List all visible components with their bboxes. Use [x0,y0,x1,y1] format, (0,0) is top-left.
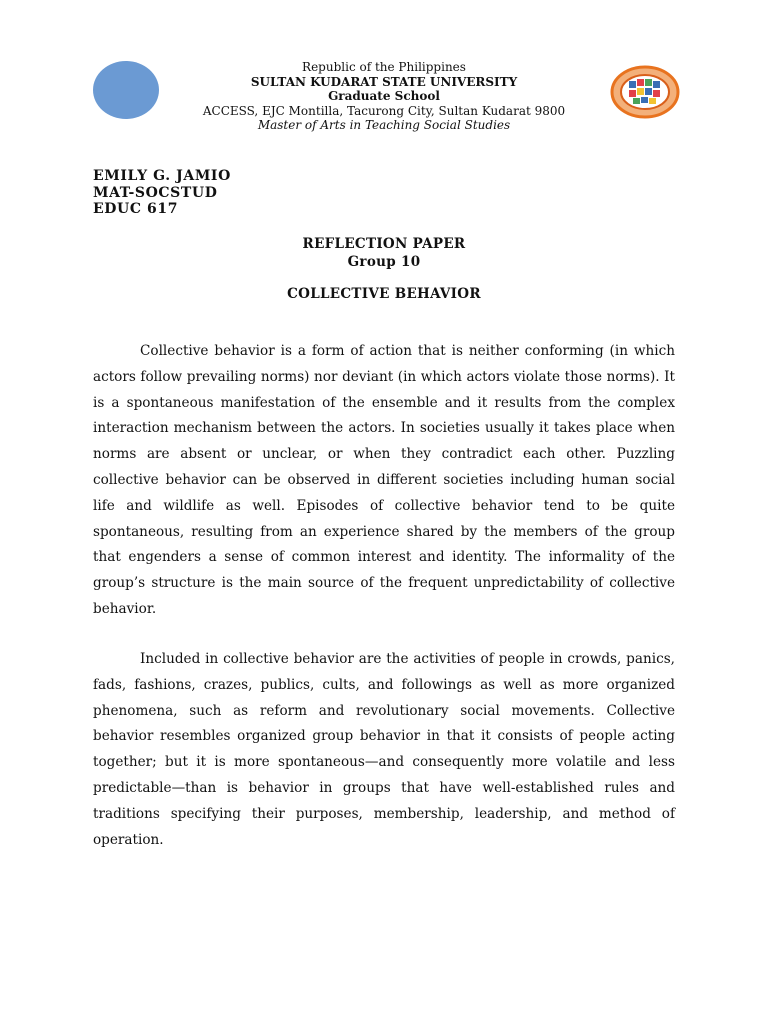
document-type: REFLECTION PAPER [302,236,466,252]
title-block [0,236,768,271]
body-paragraph-1: Collective behavior is a form of action that is neither conforming (in which actors follow prevailing norms) nor deviant (in which actors violate those norms). It is a spontaneous manifestation of the ensemble and it results from the complex interaction mechanism between the actors. In societies usually it takes place when norms are absent or unclear, or when they contradict each other. Puzzling collective behavior can be observed in different societies including human social life and wildlife as well. Episodes of collective behavior tend to be quite spontaneous, resulting from an experience shared by the members of the group that engenders a sense of common interest and identity. The informality of the group’s structure is the main source of the frequent unpredictability of collective behavior. [93,343,675,617]
author-program-code: MAT-SOCSTUD [93,184,218,201]
header-school: Graduate School [328,89,440,103]
header-program: Master of Arts in Teaching Social Studies [257,118,511,132]
header-university: SULTAN KUDARAT STATE UNIVERSITY [250,74,518,89]
header-republic: Republic of the Philippines [302,60,466,74]
author-block [93,168,231,218]
document-group: Group 10 [347,253,421,270]
header-address: ACCESS, EJC Montilla, Tacurong City, Sultan Kudarat 9800 [202,103,566,118]
document-topic: COLLECTIVE BEHAVIOR [287,286,481,302]
author-course: EDUC 617 [93,201,179,217]
document-header [0,60,768,133]
body-paragraph-2: Included in collective behavior are the activities of people in crowds, panics, fads, fashions, crazes, publics, cults, and followings as well as more organized phenomena, such as reform and revolutionary social movements. Collective behavior resembles organized group behavior in that it consists of people acting together; but it is more spontaneous—and consequently more volatile and less predictable—than is behavior in groups that have well-established rules and traditions specifying their purposes, membership, leadership, and method of operation. [93,651,675,848]
author-name: EMILY G. JAMIO [93,168,231,184]
